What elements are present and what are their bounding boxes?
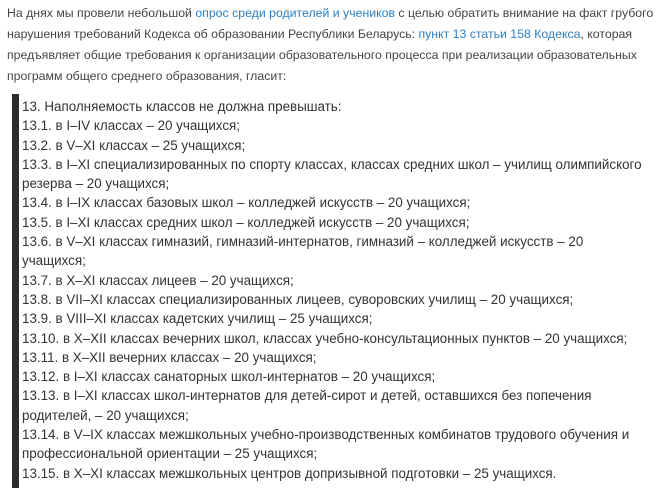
quote-line: 13.6. в V–XI классах гимназий, гимназий-интернатов, гимназий – колледжей искусств – 20 <box>22 234 584 250</box>
quote-line: 13.12. в I–XI классах санаторных школ-интернатов – 20 учащихся; <box>22 369 436 385</box>
quote-line: 13.9. в VIII–XI классах кадетских училищ – 25 учащихся; <box>22 311 373 327</box>
quote-line: 13.7. в X–XI классах лицеев – 20 учащихся; <box>22 272 294 288</box>
quote-line: родителей, – 20 учащихся; <box>22 407 189 423</box>
quote-line: 13.10. в X–XII классах вечерних школ, классах учебно-консультационных пунктов – 20 учащихся; <box>22 330 628 346</box>
quote-line: 13.3. в I–XI специализированных по спорту классах, классах средних школ – училищ олимпийского <box>22 156 642 172</box>
intro-text-2: с целью обратить внимание на факт грубого нарушения требований Кодекса об образовании Республики Беларусь: <box>7 6 654 41</box>
quote-line: 13.8. в VII–XI классах специализированных лицеев, суворовских училищ – 20 учащихся; <box>22 291 574 307</box>
intro-paragraph <box>7 3 655 87</box>
survey-link[interactable]: опрос среди родителей и учеников <box>195 6 396 20</box>
quote-line: 13.2. в V–XI классах – 25 учащихся; <box>22 137 246 153</box>
intro-text-3: , которая предъявляет общие требования к организации образовательного процесса при реализации образовательных программ общего среднего образования, гласит: <box>7 27 637 83</box>
quote-line: 13.4. в I–IX классах базовых школ – колледжей искусств – 20 учащихся; <box>22 195 471 211</box>
quote-line: 13.5. в I–XI классах средних школ – колледжей искусств – 20 учащихся; <box>22 214 470 230</box>
quote-line: профессиональной ориентации – 25 учащихся; <box>22 446 318 462</box>
quote-line: учащихся; <box>22 253 86 269</box>
quote-line: резерва – 20 учащихся; <box>22 176 170 192</box>
quote-line: 13.15. в X–XI классах межшкольных центров допризывной подготовки – 25 учащихся. <box>22 465 557 481</box>
intro-text-1: На днях мы провели небольшой <box>7 6 196 20</box>
quote-line: 13.14. в V–IX классах межшкольных учебно-производственных комбинатов трудового обучения и <box>22 427 630 443</box>
code-article-link[interactable]: пункт 13 статьи 158 Кодекса <box>418 27 581 41</box>
quote-line: 13.13. в I–XI классах школ-интернатов для детей-сирот и детей, оставшихся без попечения <box>22 388 592 404</box>
blockquote <box>12 94 652 488</box>
quote-line: 13.1. в I–IV классах – 20 учащихся; <box>22 118 241 134</box>
quote-line: 13. Наполняемость классов не должна превышать: <box>22 99 342 114</box>
quote-line: 13.11. в X–XII вечерних классах – 20 учащихся; <box>22 349 317 365</box>
